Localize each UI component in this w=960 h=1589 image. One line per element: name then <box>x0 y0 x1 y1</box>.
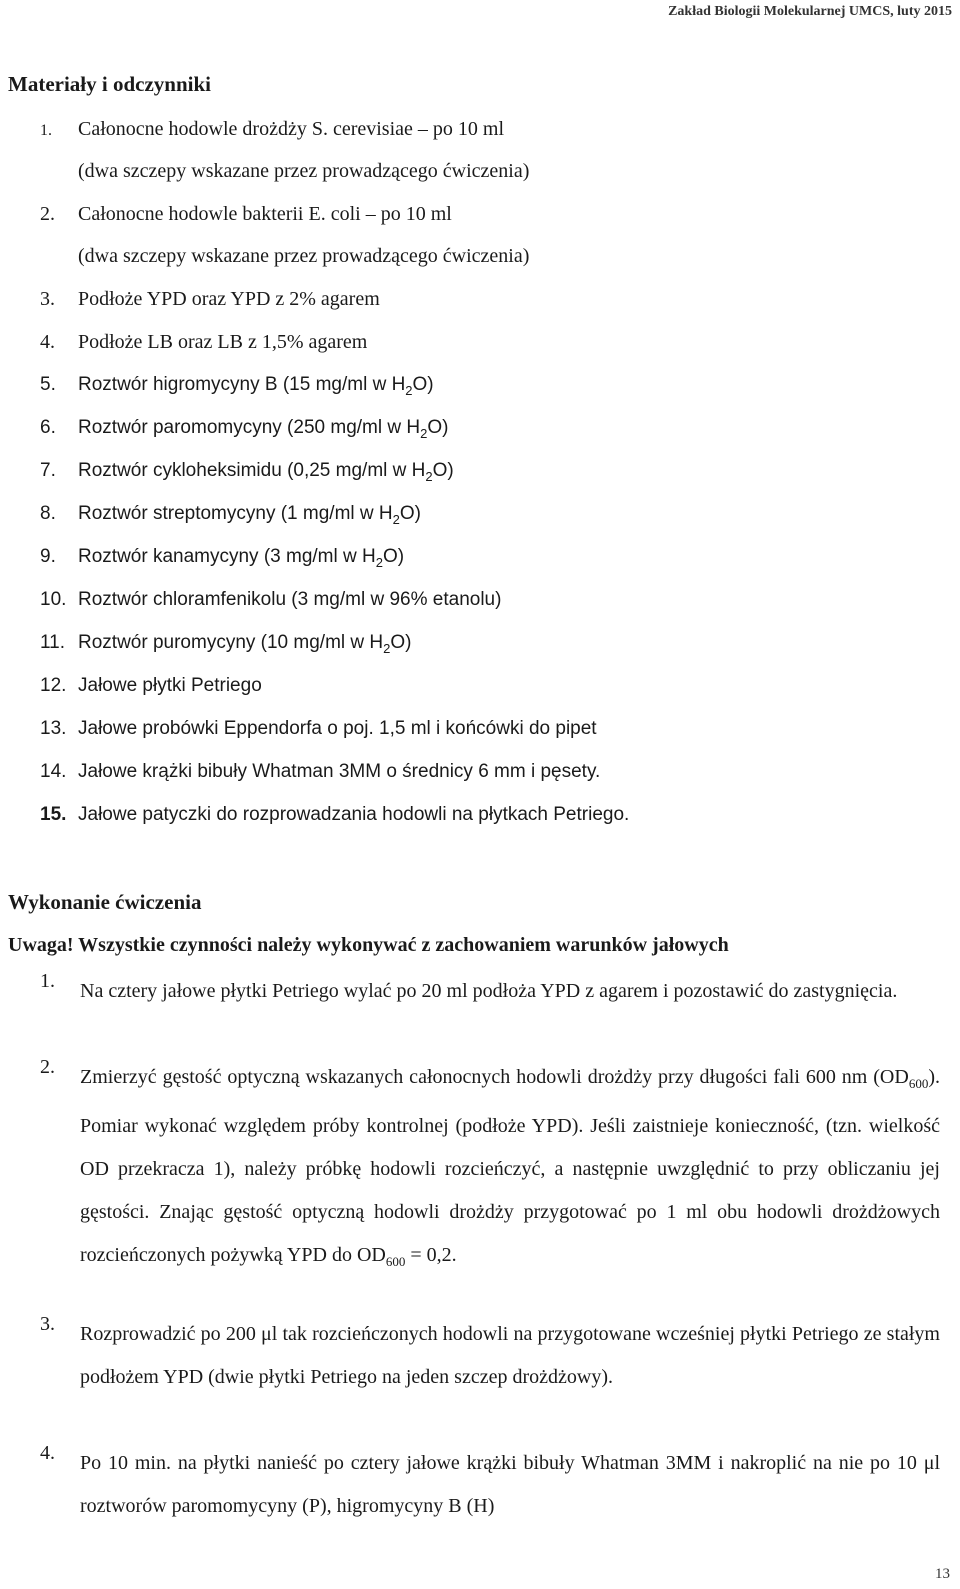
step-text: Na cztery jałowe płytki Petriego wylać po 20 ml podłoża YPD z agarem i pozostawić do zastygnięcia. <box>80 980 898 1002</box>
item-number: 1. <box>40 122 52 139</box>
item-text: Całonocne hodowle bakterii E. coli – po 10 ml <box>78 203 452 225</box>
step-text: Rozprowadzić po 200 μl tak rozcieńczonych hodowli na przygotowane wcześniej płytki Petriego ze stałym podłożem YPD (dwie płytki Petriego na jeden szczep drożdżowy). <box>80 1323 940 1388</box>
item-text: Roztwór kanamycyny (3 mg/ml w H <box>78 546 376 567</box>
item-number: 5. <box>40 374 56 395</box>
item-text: Roztwór paromomycyny (250 mg/ml w H <box>78 417 421 438</box>
page-header: Zakład Biologii Molekularnej UMCS, luty 2015 <box>668 4 952 19</box>
subscript: 2 <box>375 554 383 570</box>
item-text: Podłoże LB oraz LB z 1,5% agarem <box>78 331 368 353</box>
item-number: 9. <box>40 546 56 567</box>
item-text: Jałowe krążki bibuły Whatman 3MM o średnicy 6 mm i pęsety. <box>78 761 601 782</box>
item-text-continued: (dwa szczepy wskazane przez prowadzącego ćwiczenia) <box>78 245 530 267</box>
step-number: 1. <box>40 970 55 992</box>
subscript: 2 <box>425 468 433 484</box>
item-text: Roztwór higromycyny B (15 mg/ml w H <box>78 374 406 395</box>
item-text: Roztwór streptomycyny (1 mg/ml w H <box>78 503 393 524</box>
subscript: 2 <box>405 382 413 398</box>
subscript: 2 <box>392 511 400 527</box>
item-number: 3. <box>40 288 55 310</box>
item-text: Jałowe probówki Eppendorfa o poj. 1,5 ml i końcówki do pipet <box>78 718 597 739</box>
item-text-end: O) <box>412 374 434 395</box>
item-text: Roztwór cykloheksimidu (0,25 mg/ml w H <box>78 460 426 481</box>
item-text-end: O) <box>390 632 412 653</box>
item-text-end: O) <box>432 460 454 481</box>
item-number: 13. <box>40 718 67 739</box>
subscript: 2 <box>383 640 391 656</box>
step-text <box>80 1056 940 1283</box>
sterility-warning: Uwaga! Wszystkie czynności należy wykonywać z zachowaniem warunków jałowych <box>8 934 729 956</box>
subscript: 600 <box>385 1254 406 1269</box>
step-text: Po 10 min. na płytki nanieść po cztery jałowe krążki bibuły Whatman 3MM i nakroplić na nie po 10 μl roztworów paromomycyny (P), higromycyny B (H) <box>80 1452 940 1517</box>
item-number: 14. <box>40 761 67 782</box>
item-text: Roztwór puromycyny (10 mg/ml w H <box>78 632 384 653</box>
step-number: 2. <box>40 1056 55 1078</box>
item-text: Roztwór chloramfenikolu (3 mg/ml w 96% etanolu) <box>78 589 502 610</box>
item-text-end: O) <box>382 546 405 567</box>
item-number: 7. <box>40 460 56 481</box>
materials-heading: Materiały i odczynniki <box>8 72 211 96</box>
subscript: 2 <box>420 425 428 441</box>
item-number: 8. <box>40 503 56 524</box>
item-number: 11. <box>40 632 66 653</box>
item-text: Jałowe płytki Petriego <box>78 675 262 696</box>
subscript: 600 <box>908 1076 929 1091</box>
step-number: 3. <box>40 1313 55 1335</box>
item-text-end: O) <box>427 417 449 438</box>
item-text: Całonocne hodowle drożdży S. cerevisiae – po 10 ml <box>78 118 504 140</box>
item-text-end: O) <box>399 503 421 524</box>
item-number: 2. <box>40 203 55 225</box>
step-number: 4. <box>40 1442 55 1464</box>
item-number: 12. <box>40 675 67 696</box>
item-text-continued: (dwa szczepy wskazane przez prowadzącego ćwiczenia) <box>78 160 530 182</box>
procedure-heading: Wykonanie ćwiczenia <box>8 890 202 914</box>
item-text: Jałowe patyczki do rozprowadzania hodowli na płytkach Petriego. <box>78 804 630 825</box>
page-number: 13 <box>935 1566 950 1582</box>
step-text-part: ). Pomiar wykonać względem próby kontrolnej (podłoże YPD). Jeśli zaistnieje konieczność, (tzn. wielkość OD przekracza 1), należy próbkę hodowli rozcieńczyć, a następnie uwzględnić to przy obliczaniu jej gęstości. Znając gęstość optyczną hodowli drożdży przygotować po 1 ml obu hodowli drożdżowych rozcieńczonych pożywką YPD do OD <box>80 1066 940 1266</box>
step-text-part: = 0,2. <box>405 1244 457 1266</box>
item-number: 4. <box>40 331 55 353</box>
item-number: 15. <box>40 804 67 825</box>
item-text: Podłoże YPD oraz YPD z 2% agarem <box>78 288 380 310</box>
item-number: 10. <box>40 589 67 610</box>
item-number: 6. <box>40 417 56 438</box>
step-text-part: Zmierzyć gęstość optyczną wskazanych całonocnych hodowli drożdży przy długości fali 600 nm (OD <box>80 1066 909 1088</box>
